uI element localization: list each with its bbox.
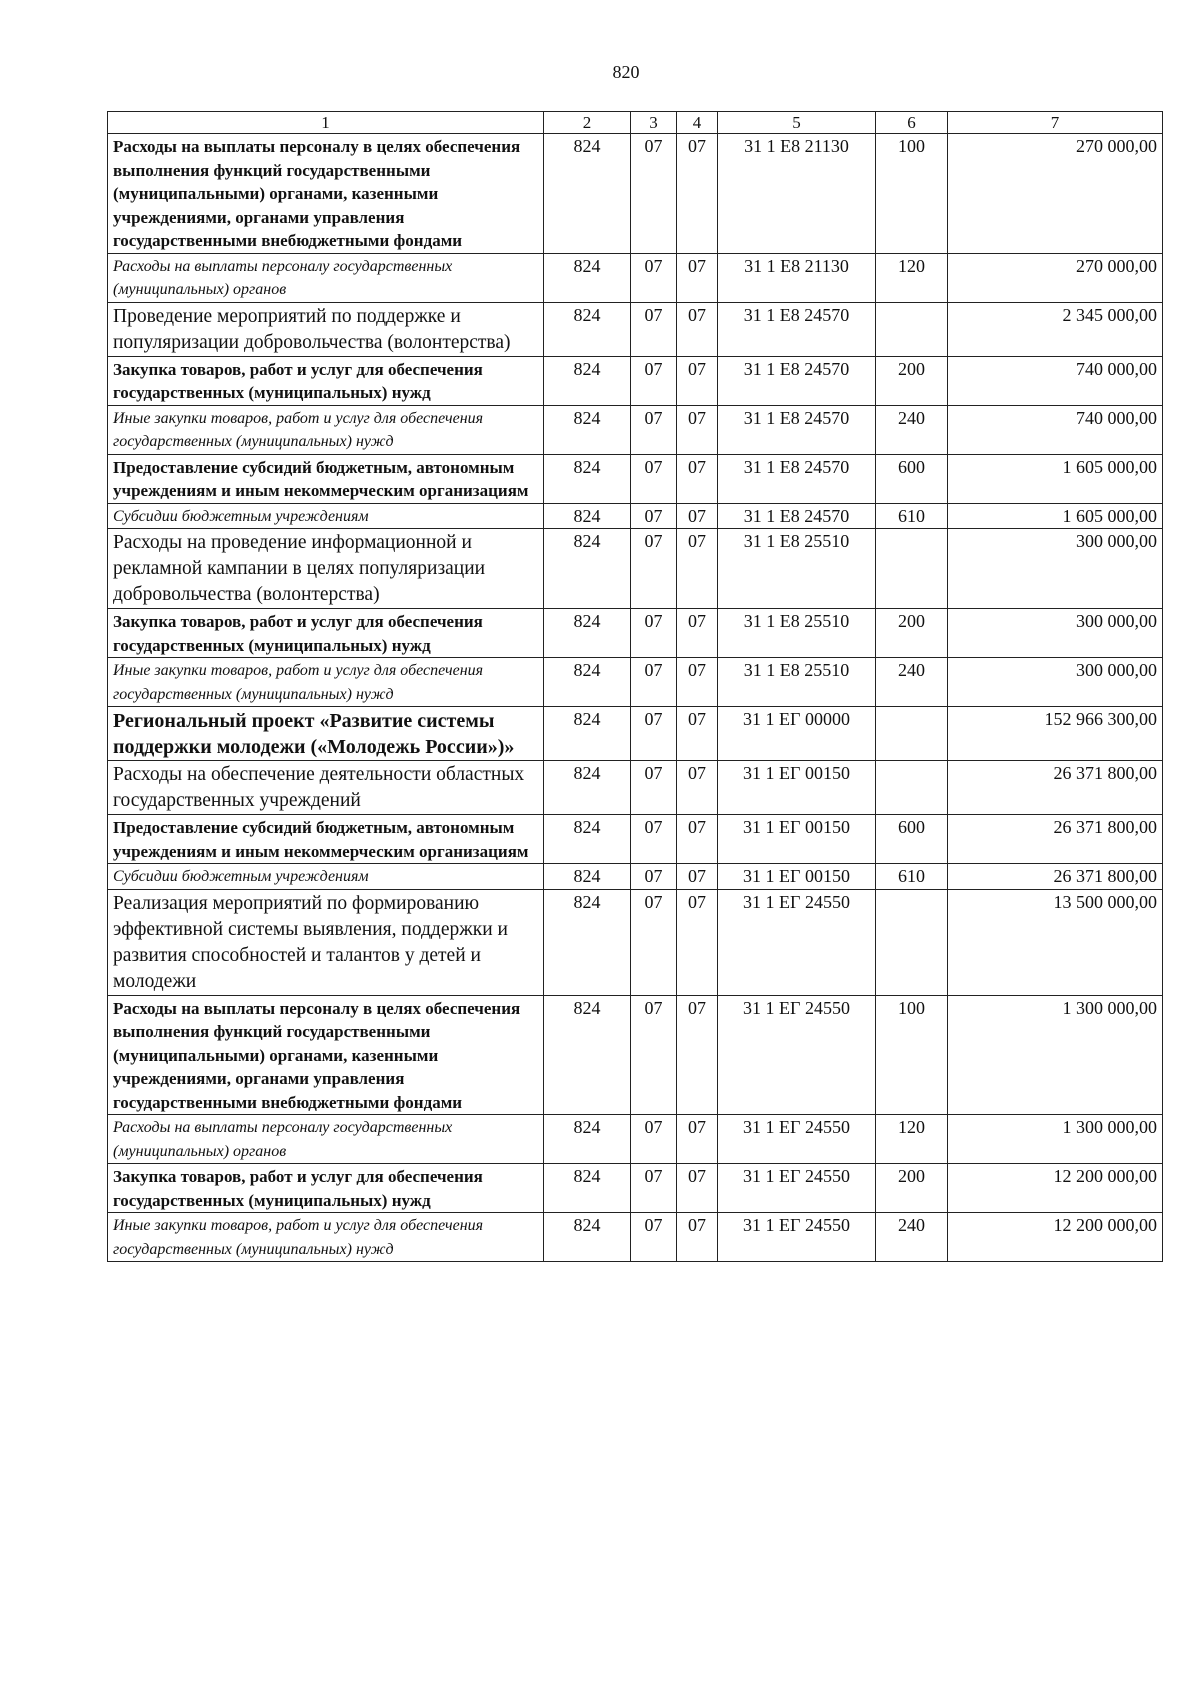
table-row (108, 529, 1163, 609)
section-code-cell: 07 (631, 1115, 677, 1164)
table-row (108, 302, 1163, 356)
subsection-code-cell: 07 (677, 405, 718, 454)
target-article-code-cell: 31 1 E8 25510 (718, 658, 876, 707)
subsection-code-cell: 07 (677, 356, 718, 405)
expense-type-code-cell: 200 (876, 356, 948, 405)
subsection-code-cell: 07 (677, 134, 718, 254)
header-cell-6: 6 (876, 112, 948, 134)
table-row (108, 815, 1163, 864)
table-row (108, 1164, 1163, 1213)
subsection-code-cell: 07 (677, 761, 718, 815)
expense-type-code-cell: 240 (876, 405, 948, 454)
expense-name-cell: Проведение мероприятий по поддержке и популяризации добровольчества (волонтерства) (108, 302, 544, 356)
target-article-code-cell: 31 1 ЕГ 24550 (718, 1164, 876, 1213)
header-cell-3: 3 (631, 112, 677, 134)
section-code-cell: 07 (631, 1164, 677, 1213)
header-cell-2: 2 (544, 112, 631, 134)
amount-cell: 740 000,00 (948, 405, 1163, 454)
amount-cell: 26 371 800,00 (948, 815, 1163, 864)
section-code-cell: 07 (631, 503, 677, 529)
subsection-code-cell: 07 (677, 253, 718, 302)
expense-type-code-cell (876, 302, 948, 356)
target-article-code-cell: 31 1 E8 24570 (718, 302, 876, 356)
table-row (108, 405, 1163, 454)
subsection-code-cell: 07 (677, 658, 718, 707)
ministry-code-cell: 824 (544, 609, 631, 658)
table-row (108, 134, 1163, 254)
amount-cell: 300 000,00 (948, 529, 1163, 609)
budget-table (107, 111, 1163, 1262)
target-article-code-cell: 31 1 E8 24570 (718, 356, 876, 405)
section-code-cell: 07 (631, 253, 677, 302)
amount-cell: 1 300 000,00 (948, 995, 1163, 1115)
section-code-cell: 07 (631, 302, 677, 356)
subsection-code-cell: 07 (677, 529, 718, 609)
expense-type-code-cell: 600 (876, 454, 948, 503)
expense-type-code-cell: 610 (876, 864, 948, 890)
target-article-code-cell: 31 1 E8 24570 (718, 454, 876, 503)
subsection-code-cell: 07 (677, 454, 718, 503)
amount-cell: 26 371 800,00 (948, 761, 1163, 815)
ministry-code-cell: 824 (544, 761, 631, 815)
expense-name-cell: Иные закупки товаров, работ и услуг для обеспечения государственных (муниципальных) нужд (108, 1213, 544, 1262)
amount-cell: 12 200 000,00 (948, 1164, 1163, 1213)
ministry-code-cell: 824 (544, 356, 631, 405)
table-row (108, 609, 1163, 658)
expense-type-code-cell: 240 (876, 658, 948, 707)
section-code-cell: 07 (631, 609, 677, 658)
target-article-code-cell: 31 1 ЕГ 24550 (718, 995, 876, 1115)
subsection-code-cell: 07 (677, 864, 718, 890)
expense-name-cell: Иные закупки товаров, работ и услуг для обеспечения государственных (муниципальных) нужд (108, 658, 544, 707)
expense-name-cell: Закупка товаров, работ и услуг для обеспечения государственных (муниципальных) нужд (108, 1164, 544, 1213)
target-article-code-cell: 31 1 ЕГ 00150 (718, 761, 876, 815)
target-article-code-cell: 31 1 E8 24570 (718, 503, 876, 529)
section-code-cell: 07 (631, 995, 677, 1115)
expense-name-cell: Региональный проект «Развитие системы поддержки молодежи («Молодежь России»)» (108, 707, 544, 761)
subsection-code-cell: 07 (677, 1115, 718, 1164)
amount-cell: 152 966 300,00 (948, 707, 1163, 761)
target-article-code-cell: 31 1 E8 25510 (718, 609, 876, 658)
section-code-cell: 07 (631, 707, 677, 761)
expense-name-cell: Закупка товаров, работ и услуг для обеспечения государственных (муниципальных) нужд (108, 609, 544, 658)
ministry-code-cell: 824 (544, 658, 631, 707)
ministry-code-cell: 824 (544, 1115, 631, 1164)
expense-name-cell: Расходы на выплаты персоналу государственных (муниципальных) органов (108, 253, 544, 302)
amount-cell: 740 000,00 (948, 356, 1163, 405)
table-row (108, 1213, 1163, 1262)
section-code-cell: 07 (631, 889, 677, 995)
expense-name-cell: Расходы на выплаты персоналу в целях обеспечения выполнения функций государственными (муниципальными) органами, казенными учреждениями, органами управления государственными внебюджетными фондами (108, 995, 544, 1115)
target-article-code-cell: 31 1 E8 25510 (718, 529, 876, 609)
expense-type-code-cell: 100 (876, 995, 948, 1115)
expense-type-code-cell: 610 (876, 503, 948, 529)
ministry-code-cell: 824 (544, 1164, 631, 1213)
ministry-code-cell: 824 (544, 253, 631, 302)
subsection-code-cell: 07 (677, 707, 718, 761)
target-article-code-cell: 31 1 ЕГ 00150 (718, 864, 876, 890)
table-row (108, 503, 1163, 529)
ministry-code-cell: 824 (544, 503, 631, 529)
page-number: 820 (612, 62, 640, 82)
expense-type-code-cell: 120 (876, 1115, 948, 1164)
amount-cell: 13 500 000,00 (948, 889, 1163, 995)
table-row (108, 658, 1163, 707)
section-code-cell: 07 (631, 761, 677, 815)
section-code-cell: 07 (631, 658, 677, 707)
target-article-code-cell: 31 1 ЕГ 24550 (718, 1115, 876, 1164)
header-cell-5: 5 (718, 112, 876, 134)
amount-cell: 1 605 000,00 (948, 503, 1163, 529)
expense-name-cell: Расходы на обеспечение деятельности областных государственных учреждений (108, 761, 544, 815)
section-code-cell: 07 (631, 134, 677, 254)
ministry-code-cell: 824 (544, 1213, 631, 1262)
subsection-code-cell: 07 (677, 1213, 718, 1262)
amount-cell: 1 605 000,00 (948, 454, 1163, 503)
subsection-code-cell: 07 (677, 302, 718, 356)
expense-type-code-cell: 600 (876, 815, 948, 864)
header-row (108, 112, 1163, 134)
expense-type-code-cell (876, 761, 948, 815)
target-article-code-cell: 31 1 ЕГ 00000 (718, 707, 876, 761)
table-row (108, 454, 1163, 503)
expense-name-cell: Реализация мероприятий по формированию эффективной системы выявления, поддержки и развития способностей и талантов у детей и молодежи (108, 889, 544, 995)
subsection-code-cell: 07 (677, 995, 718, 1115)
header-cell-1: 1 (108, 112, 544, 134)
expense-name-cell: Расходы на выплаты персоналу в целях обеспечения выполнения функций государственными (муниципальными) органами, казенными учреждениями, органами управления государственными внебюджетными фондами (108, 134, 544, 254)
ministry-code-cell: 824 (544, 864, 631, 890)
expense-name-cell: Расходы на выплаты персоналу государственных (муниципальных) органов (108, 1115, 544, 1164)
expense-name-cell: Субсидии бюджетным учреждениям (108, 864, 544, 890)
table-row (108, 356, 1163, 405)
target-article-code-cell: 31 1 E8 21130 (718, 134, 876, 254)
header-cell-4: 4 (677, 112, 718, 134)
ministry-code-cell: 824 (544, 529, 631, 609)
amount-cell: 12 200 000,00 (948, 1213, 1163, 1262)
table-row (108, 761, 1163, 815)
ministry-code-cell: 824 (544, 707, 631, 761)
target-article-code-cell: 31 1 E8 21130 (718, 253, 876, 302)
expense-name-cell: Предоставление субсидий бюджетным, автономным учреждениям и иным некоммерческим организациям (108, 815, 544, 864)
amount-cell: 26 371 800,00 (948, 864, 1163, 890)
ministry-code-cell: 824 (544, 134, 631, 254)
table-row (108, 864, 1163, 890)
target-article-code-cell: 31 1 ЕГ 24550 (718, 889, 876, 995)
expense-type-code-cell: 120 (876, 253, 948, 302)
expense-type-code-cell (876, 529, 948, 609)
expense-name-cell: Предоставление субсидий бюджетным, автономным учреждениям и иным некоммерческим организациям (108, 454, 544, 503)
header-cell-7: 7 (948, 112, 1163, 134)
section-code-cell: 07 (631, 405, 677, 454)
subsection-code-cell: 07 (677, 1164, 718, 1213)
expense-name-cell: Субсидии бюджетным учреждениям (108, 503, 544, 529)
ministry-code-cell: 824 (544, 454, 631, 503)
expense-name-cell: Расходы на проведение информационной и рекламной кампании в целях популяризации добровольчества (волонтерства) (108, 529, 544, 609)
target-article-code-cell: 31 1 ЕГ 24550 (718, 1213, 876, 1262)
table-row (108, 707, 1163, 761)
section-code-cell: 07 (631, 529, 677, 609)
ministry-code-cell: 824 (544, 302, 631, 356)
table-row (108, 1115, 1163, 1164)
amount-cell: 2 345 000,00 (948, 302, 1163, 356)
section-code-cell: 07 (631, 1213, 677, 1262)
target-article-code-cell: 31 1 ЕГ 00150 (718, 815, 876, 864)
amount-cell: 270 000,00 (948, 134, 1163, 254)
expense-type-code-cell: 200 (876, 1164, 948, 1213)
subsection-code-cell: 07 (677, 815, 718, 864)
expense-type-code-cell: 100 (876, 134, 948, 254)
amount-cell: 300 000,00 (948, 658, 1163, 707)
table-row (108, 253, 1163, 302)
subsection-code-cell: 07 (677, 609, 718, 658)
section-code-cell: 07 (631, 864, 677, 890)
table-row (108, 889, 1163, 995)
subsection-code-cell: 07 (677, 503, 718, 529)
target-article-code-cell: 31 1 E8 24570 (718, 405, 876, 454)
section-code-cell: 07 (631, 454, 677, 503)
ministry-code-cell: 824 (544, 405, 631, 454)
expense-type-code-cell: 200 (876, 609, 948, 658)
section-code-cell: 07 (631, 815, 677, 864)
ministry-code-cell: 824 (544, 889, 631, 995)
subsection-code-cell: 07 (677, 889, 718, 995)
expense-name-cell: Иные закупки товаров, работ и услуг для обеспечения государственных (муниципальных) нужд (108, 405, 544, 454)
amount-cell: 270 000,00 (948, 253, 1163, 302)
ministry-code-cell: 824 (544, 815, 631, 864)
amount-cell: 300 000,00 (948, 609, 1163, 658)
section-code-cell: 07 (631, 356, 677, 405)
expense-type-code-cell: 240 (876, 1213, 948, 1262)
table-row (108, 995, 1163, 1115)
ministry-code-cell: 824 (544, 995, 631, 1115)
expense-type-code-cell (876, 889, 948, 995)
expense-type-code-cell (876, 707, 948, 761)
amount-cell: 1 300 000,00 (948, 1115, 1163, 1164)
expense-name-cell: Закупка товаров, работ и услуг для обеспечения государственных (муниципальных) нужд (108, 356, 544, 405)
